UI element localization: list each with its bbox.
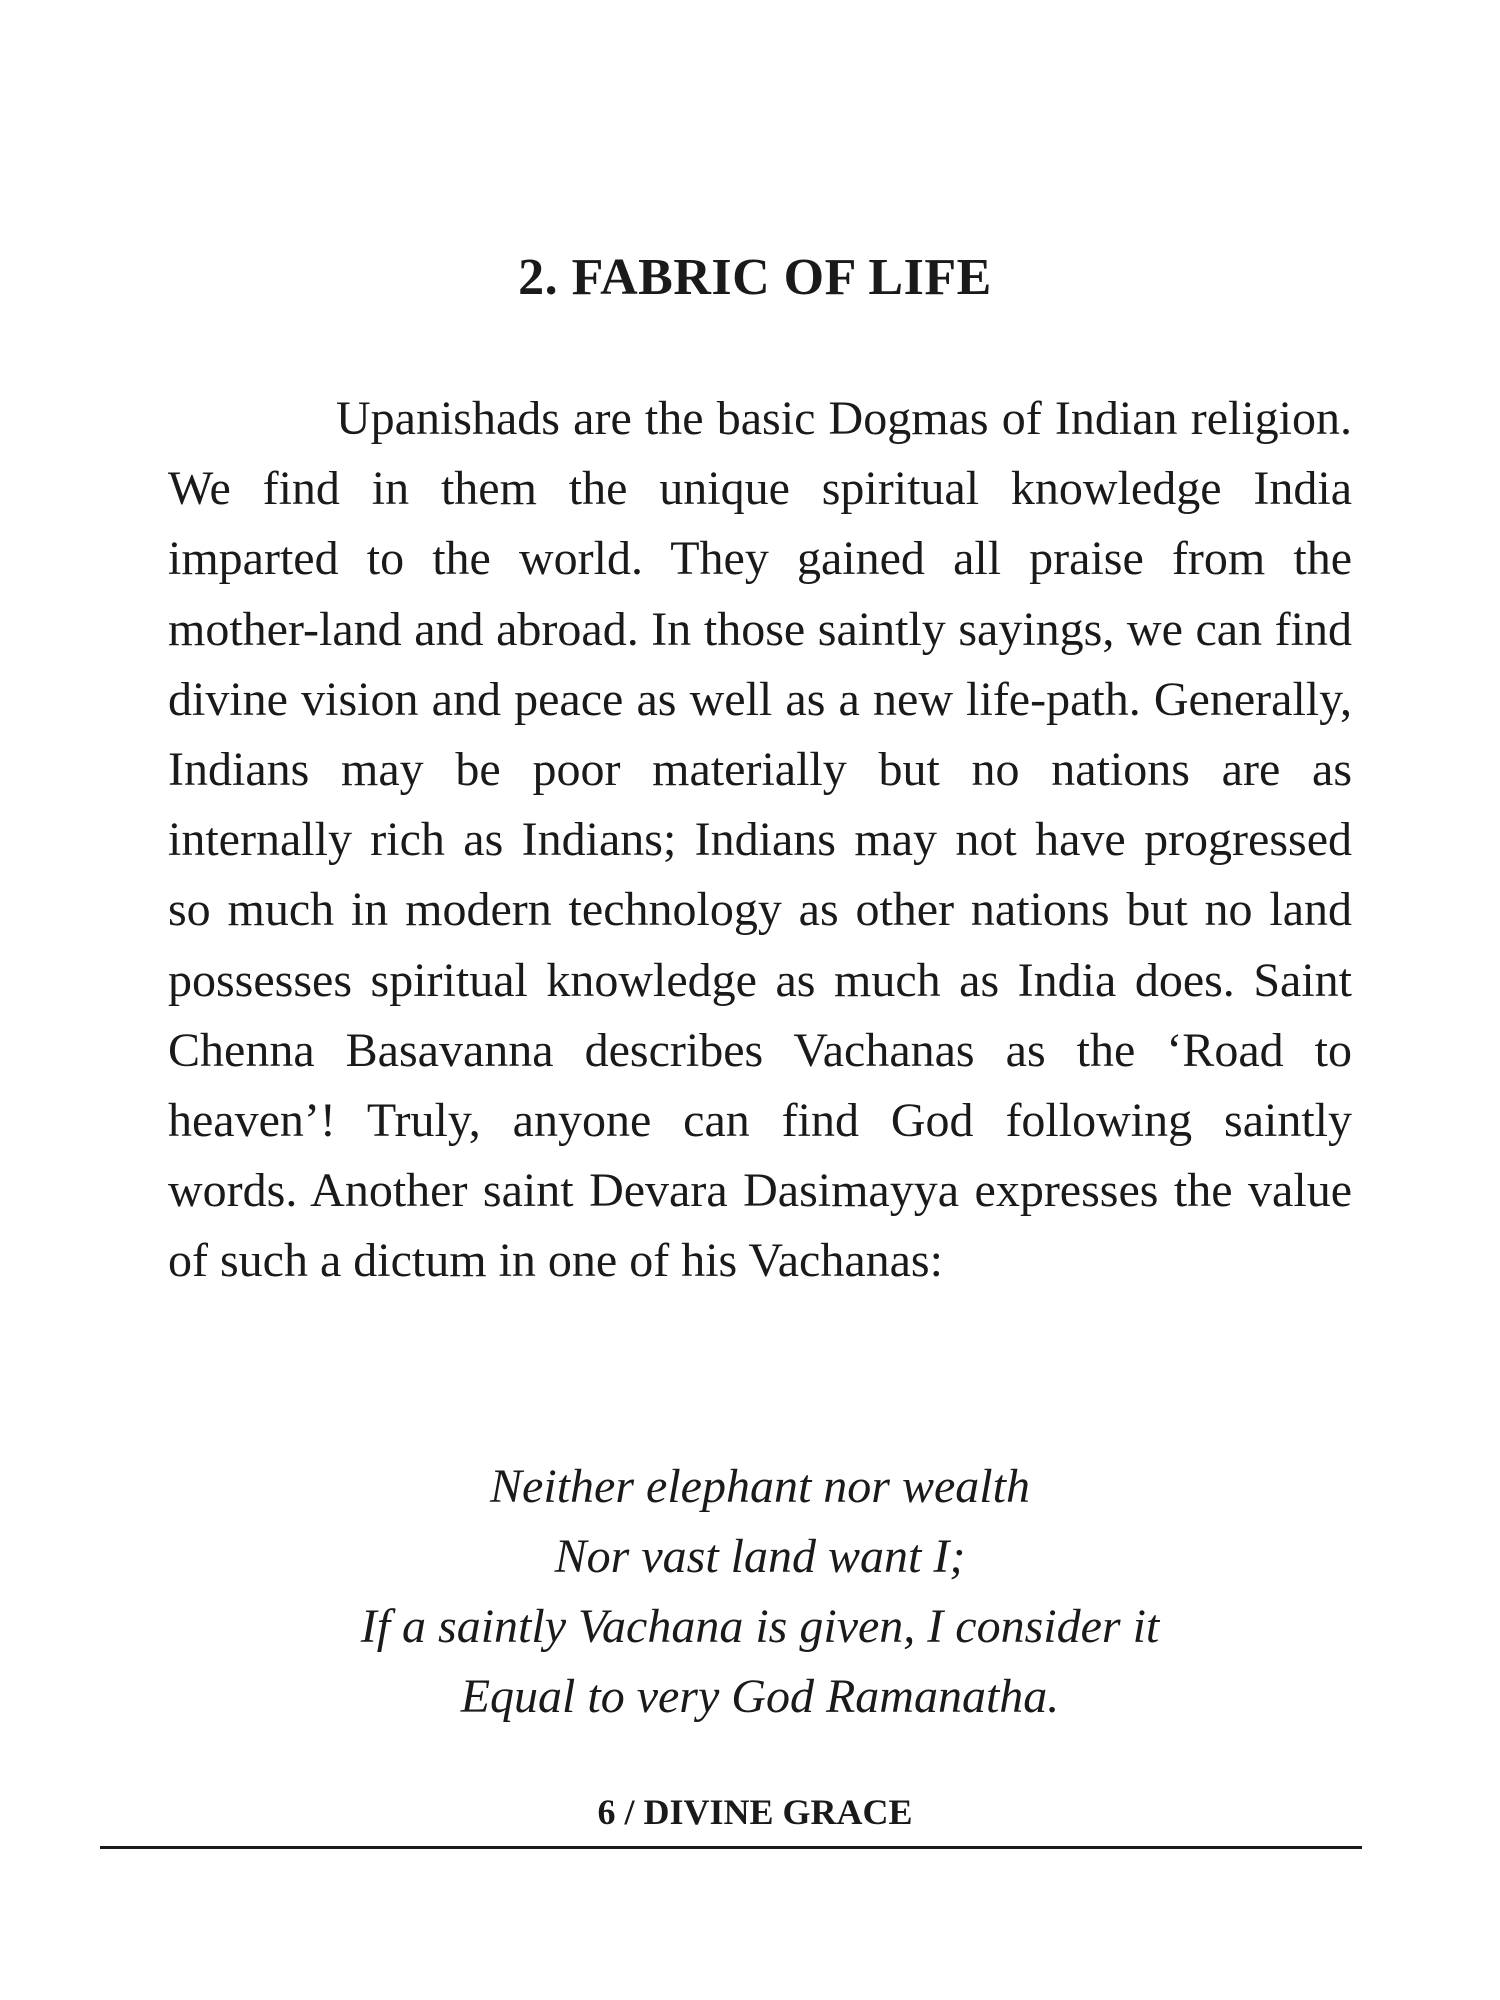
chapter-title: 2. FABRIC OF LIFE — [518, 249, 992, 306]
verse-line: Nor vast land want I; — [554, 1530, 966, 1583]
page-footer-label: 6 / DIVINE GRACE — [597, 1792, 913, 1832]
footer-divider — [100, 1846, 1362, 1849]
body-paragraph: Upanishads are the basic Dogmas of Indian religion. We find in them the unique spiritual knowledge India imparted to the world. They gained all praise from the mother-land and abroad. In those saintly sayings, we can find divine vision and peace as well as a new life-path. Generally, Indians may be poor materially but no nations are as internally rich as Indians; Indians may not have progressed so much in modern technology as other nations but no land possesses spiritual knowledge as much as India does. Saint Chenna Basavanna describes Vachanas as the ‘Road to heaven’! Truly, anyone can find God following saintly words. Another saint Devara Dasimayya expresses the value of such a dictum in one of his Vachanas: — [168, 392, 1352, 1288]
verse-line: If a saintly Vachana is given, I consider it — [360, 1600, 1160, 1653]
verse-line: Neither elephant nor wealth — [490, 1460, 1030, 1513]
verse-line: Equal to very God Ramanatha. — [460, 1670, 1060, 1723]
vachana-verse — [150, 1452, 1370, 1732]
